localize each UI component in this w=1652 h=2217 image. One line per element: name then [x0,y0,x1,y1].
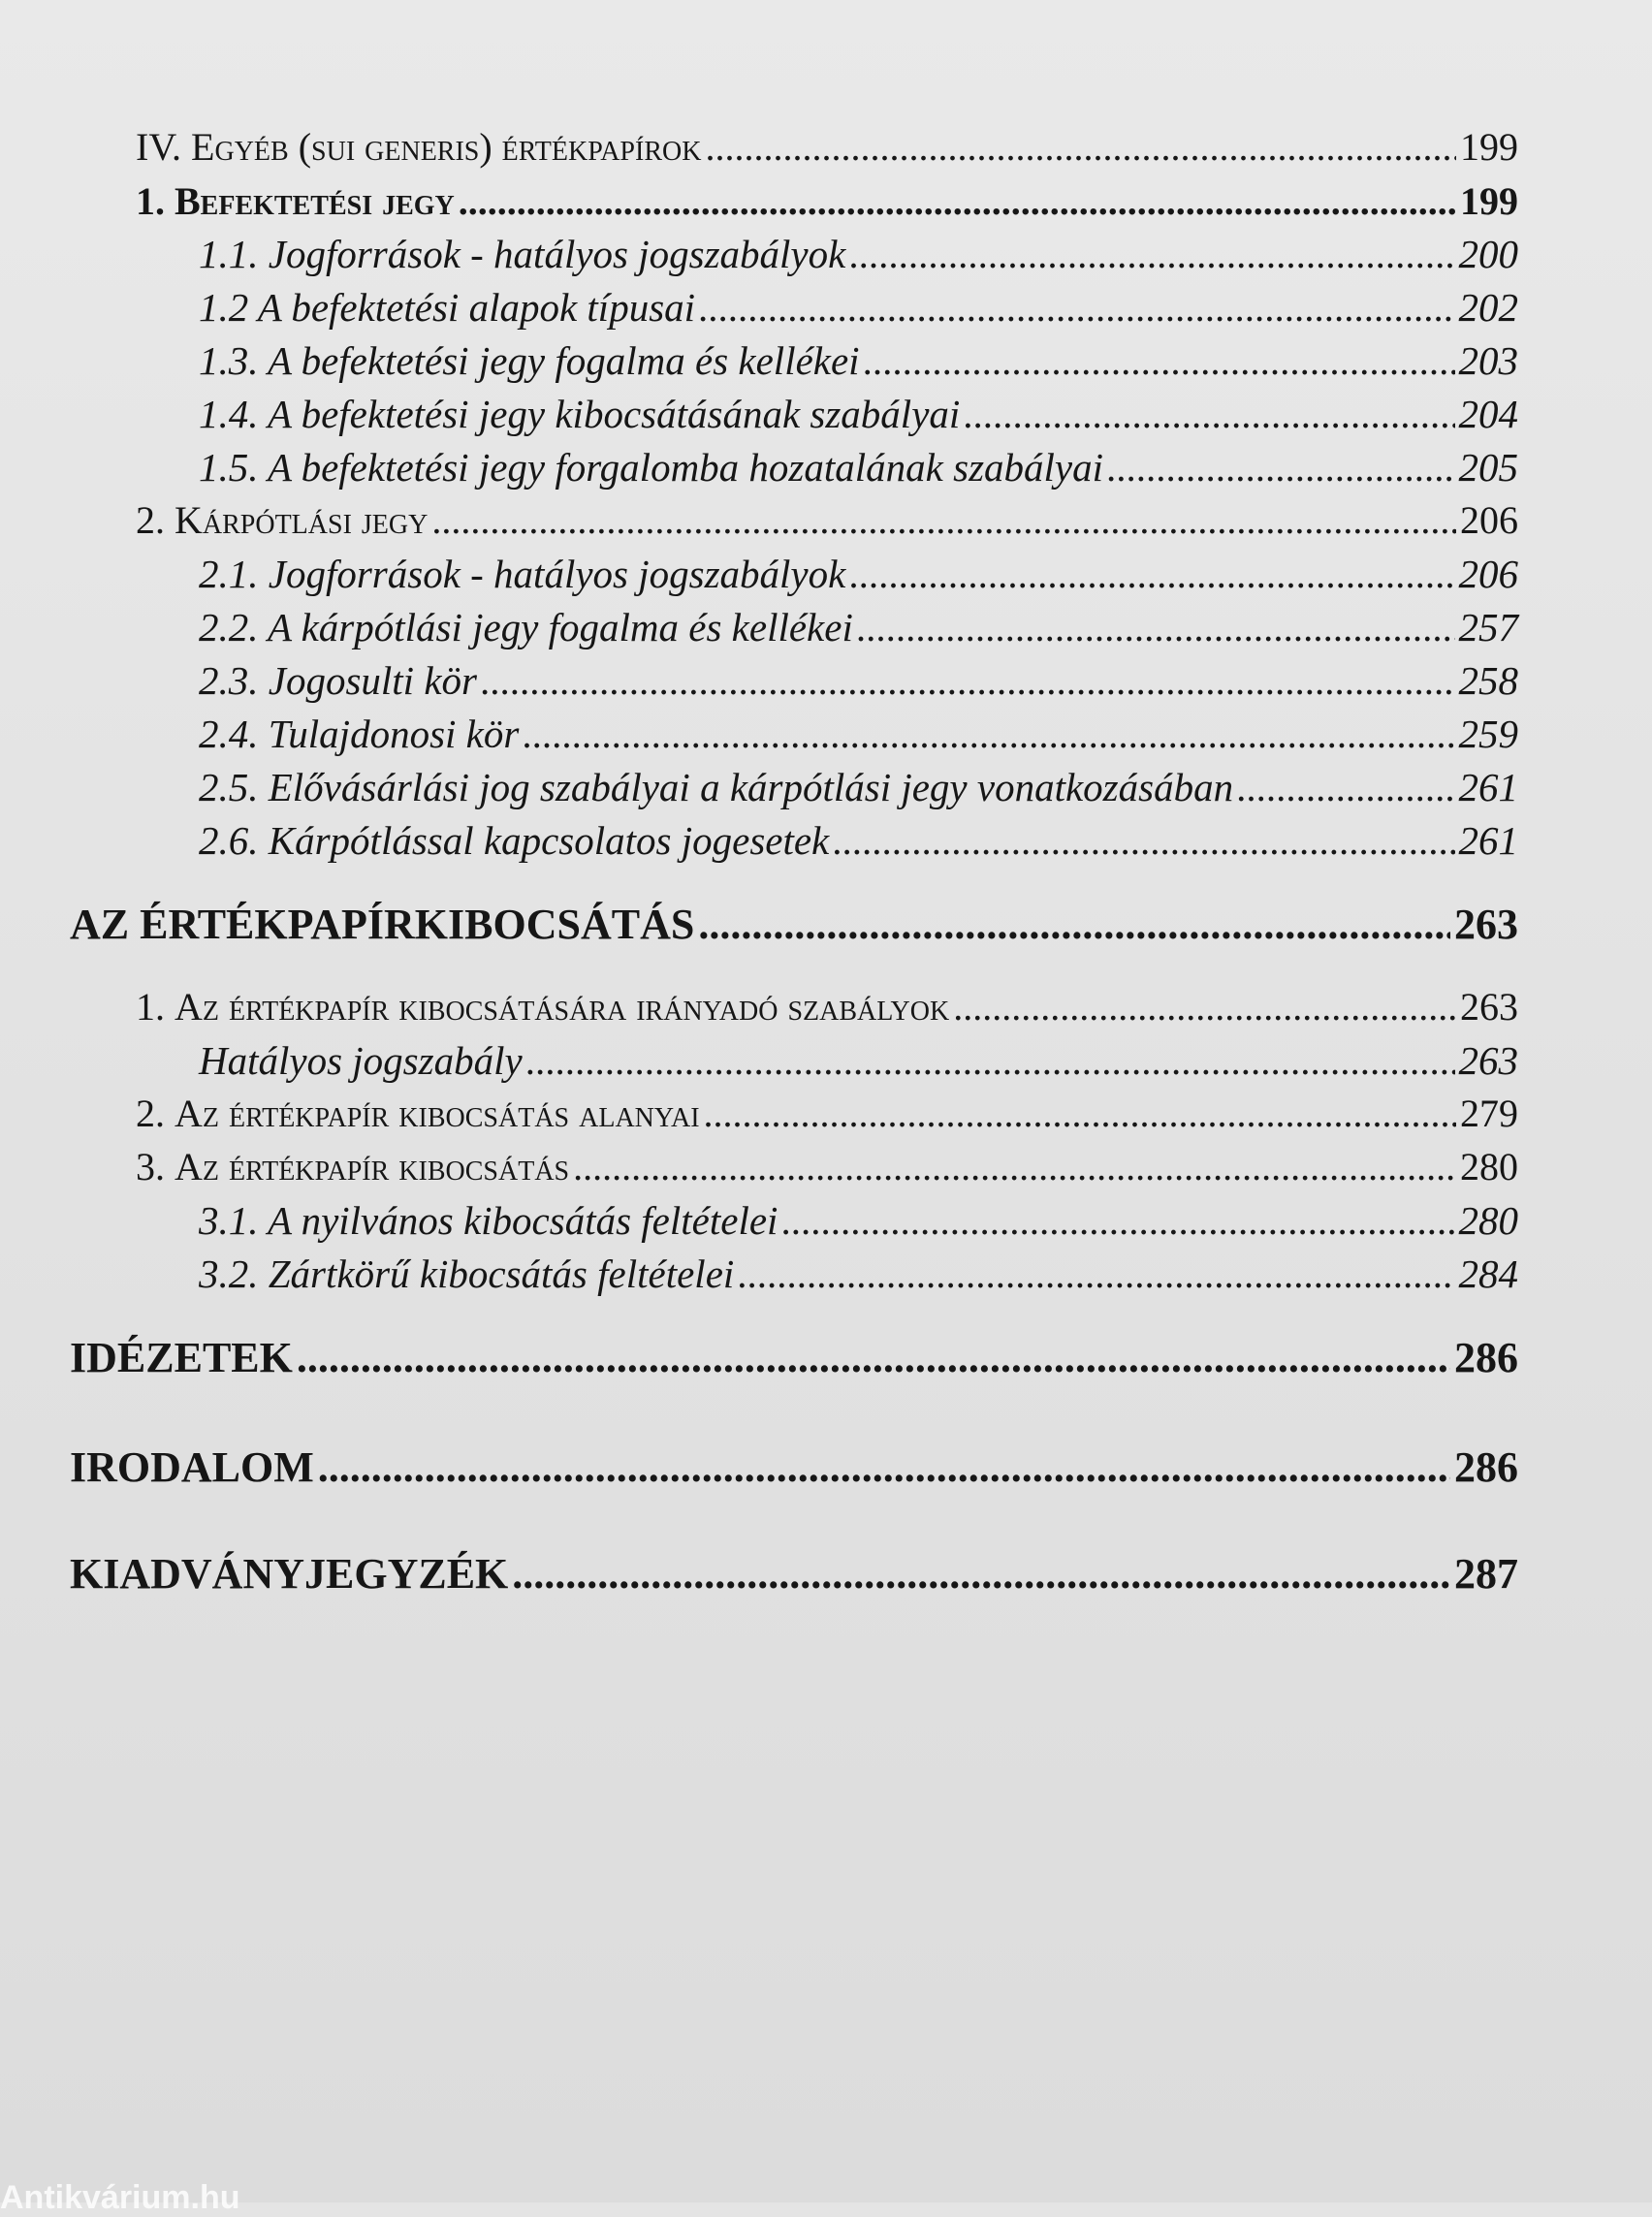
toc-chapter-title: IRODALOM [70,1443,314,1491]
toc-entry-title: 1.4. A befektetési jegy kibocsátásának szabályai [199,392,961,436]
toc-entry-1-5[interactable] [199,444,1518,491]
toc-chapter-ertekpapirkibocsatas[interactable] [70,900,1518,949]
dot-leader [698,900,1450,949]
watermark-text: Antikvárium.hu [0,2179,240,2216]
toc-page-number: 280 [1460,1145,1518,1188]
toc-entry-kibocsatas-szabalyok[interactable] [136,984,1518,1029]
toc-page-number: 280 [1458,1198,1518,1243]
toc-entry-1-3[interactable] [199,337,1518,384]
dot-leader [699,284,1454,331]
dot-leader [857,604,1455,650]
toc-entry-title: 1. Az értékpapír kibocsátására irányadó szabályok [136,985,950,1029]
toc-page-number: 257 [1458,605,1518,649]
toc-entry-title: 2.2. A kárpótlási jegy fogalma és kellékei [199,605,853,649]
toc-entry-title: 2. Az értékpapír kibocsátás alanyai [136,1092,700,1135]
dot-leader [964,391,1454,437]
toc-entry-title: 3.2. Zártkörű kibocsátás feltételei [199,1251,735,1296]
toc-chapter-title: KIADVÁNYJEGYZÉK [70,1550,509,1598]
dot-leader [1107,444,1454,491]
toc-entry-befektetesi-jegy[interactable] [136,178,1518,224]
toc-entry-title: Hatályos jogszabály [199,1038,523,1083]
toc-entry-title: 2.4. Tulajdonosi kör [199,712,520,756]
toc-chapter-idezetek[interactable] [70,1333,1518,1382]
dot-leader [459,178,1456,224]
toc-entry-2-5[interactable] [199,764,1518,810]
toc-entry-1-2[interactable] [199,284,1518,331]
toc-chapter-title: IDÉZETEK [70,1334,293,1381]
toc-entry-title: 1.5. A befektetési jegy forgalomba hozatalának szabályai [199,445,1104,490]
dot-leader [953,984,1456,1029]
toc-page-number: 258 [1458,658,1518,703]
toc-page-number: 263 [1458,1038,1518,1083]
toc-page-number: 202 [1458,285,1518,330]
toc-entry-title: 2.6. Kárpótlással kapcsolatos jogesetek [199,818,830,863]
toc-page-number: 284 [1458,1251,1518,1296]
toc-page-number: 259 [1458,712,1518,756]
toc-entry-ertekpapir-kibocsatas[interactable] [136,1144,1518,1189]
dot-leader [704,1091,1456,1136]
dot-leader [297,1333,1450,1382]
dot-leader [431,497,1456,543]
toc-entry-title: 1.2 A befektetési alapok típusai [199,285,696,330]
toc-page-number: 204 [1458,392,1518,436]
toc-entry-2-2[interactable] [199,604,1518,650]
toc-entry-kibocsatas-alanyai[interactable] [136,1091,1518,1136]
toc-chapter-title: AZ ÉRTÉKPAPÍRKIBOCSÁTÁS [70,901,695,948]
toc-page-number: 286 [1454,1334,1518,1381]
dot-leader [526,1037,1455,1084]
toc-entry-title: 2.1. Jogforrások - hatályos jogszabályok [199,552,846,596]
dot-leader [705,124,1456,170]
toc-page-number: 263 [1460,985,1518,1029]
dot-leader [481,657,1455,704]
toc-entry-3-2[interactable] [199,1251,1518,1297]
toc-page-number: 263 [1454,901,1518,948]
toc-entry-1-4[interactable] [199,391,1518,437]
dot-leader [1237,764,1454,810]
toc-entry-3-1[interactable] [199,1197,1518,1244]
toc-entry-title: 3.1. A nyilvános kibocsátás feltételei [199,1198,778,1243]
toc-entry-title: 1. Befektetési jegy [136,179,455,223]
toc-page-number: 205 [1458,445,1518,490]
toc-page-number: 199 [1460,179,1518,223]
toc-page-number: 279 [1460,1092,1518,1135]
toc-entry-title: 1.1. Jogforrások - hatályos jogszabályok [199,232,846,276]
toc-page-number: 200 [1458,232,1518,276]
toc-page-number: 206 [1460,498,1518,542]
toc-chapter-irodalom[interactable] [70,1442,1518,1492]
dot-leader [849,231,1454,277]
toc-page-number: 286 [1454,1443,1518,1491]
toc-page-number: 261 [1458,818,1518,863]
toc-page-number: 287 [1454,1550,1518,1598]
toc-page-number: 199 [1460,125,1518,169]
dot-leader [849,551,1454,597]
toc-entry-1-1[interactable] [199,231,1518,277]
toc-entry-2-1[interactable] [199,551,1518,597]
toc-entry-hatalyos-jogszabaly[interactable] [199,1037,1518,1084]
dot-leader [781,1197,1454,1244]
dot-leader [318,1442,1450,1492]
dot-leader [573,1144,1456,1189]
toc-entry-2-6[interactable] [199,817,1518,864]
dot-leader [833,817,1454,864]
toc-entry-title: 3. Az értékpapír kibocsátás [136,1145,570,1188]
toc-entry-2-3[interactable] [199,657,1518,704]
toc-page-number: 203 [1458,338,1518,383]
toc-page-number: 261 [1458,765,1518,809]
dot-leader [512,1549,1450,1599]
toc-entry-title: 2. Kárpótlási jegy [136,498,429,542]
toc-entry-title: 2.3. Jogosulti kör [199,658,477,703]
toc-entry-title: IV. Egyéb (sui generis) értékpapírok [136,125,702,169]
dot-leader [738,1251,1454,1297]
toc-chapter-kiadvanyjegyzek[interactable] [70,1549,1518,1599]
dot-leader [523,711,1454,757]
dot-leader [864,337,1455,384]
toc-entry-egyeb-ertekpapirok[interactable] [136,124,1518,170]
toc-entry-karpotlasi-jegy[interactable] [136,497,1518,543]
toc-entry-2-4[interactable] [199,711,1518,757]
toc-entry-title: 2.5. Elővásárlási jog szabályai a kárpótlási jegy vonatkozásában [199,765,1234,809]
toc-entry-title: 1.3. A befektetési jegy fogalma és kellékei [199,338,860,383]
toc-page-number: 206 [1458,552,1518,596]
